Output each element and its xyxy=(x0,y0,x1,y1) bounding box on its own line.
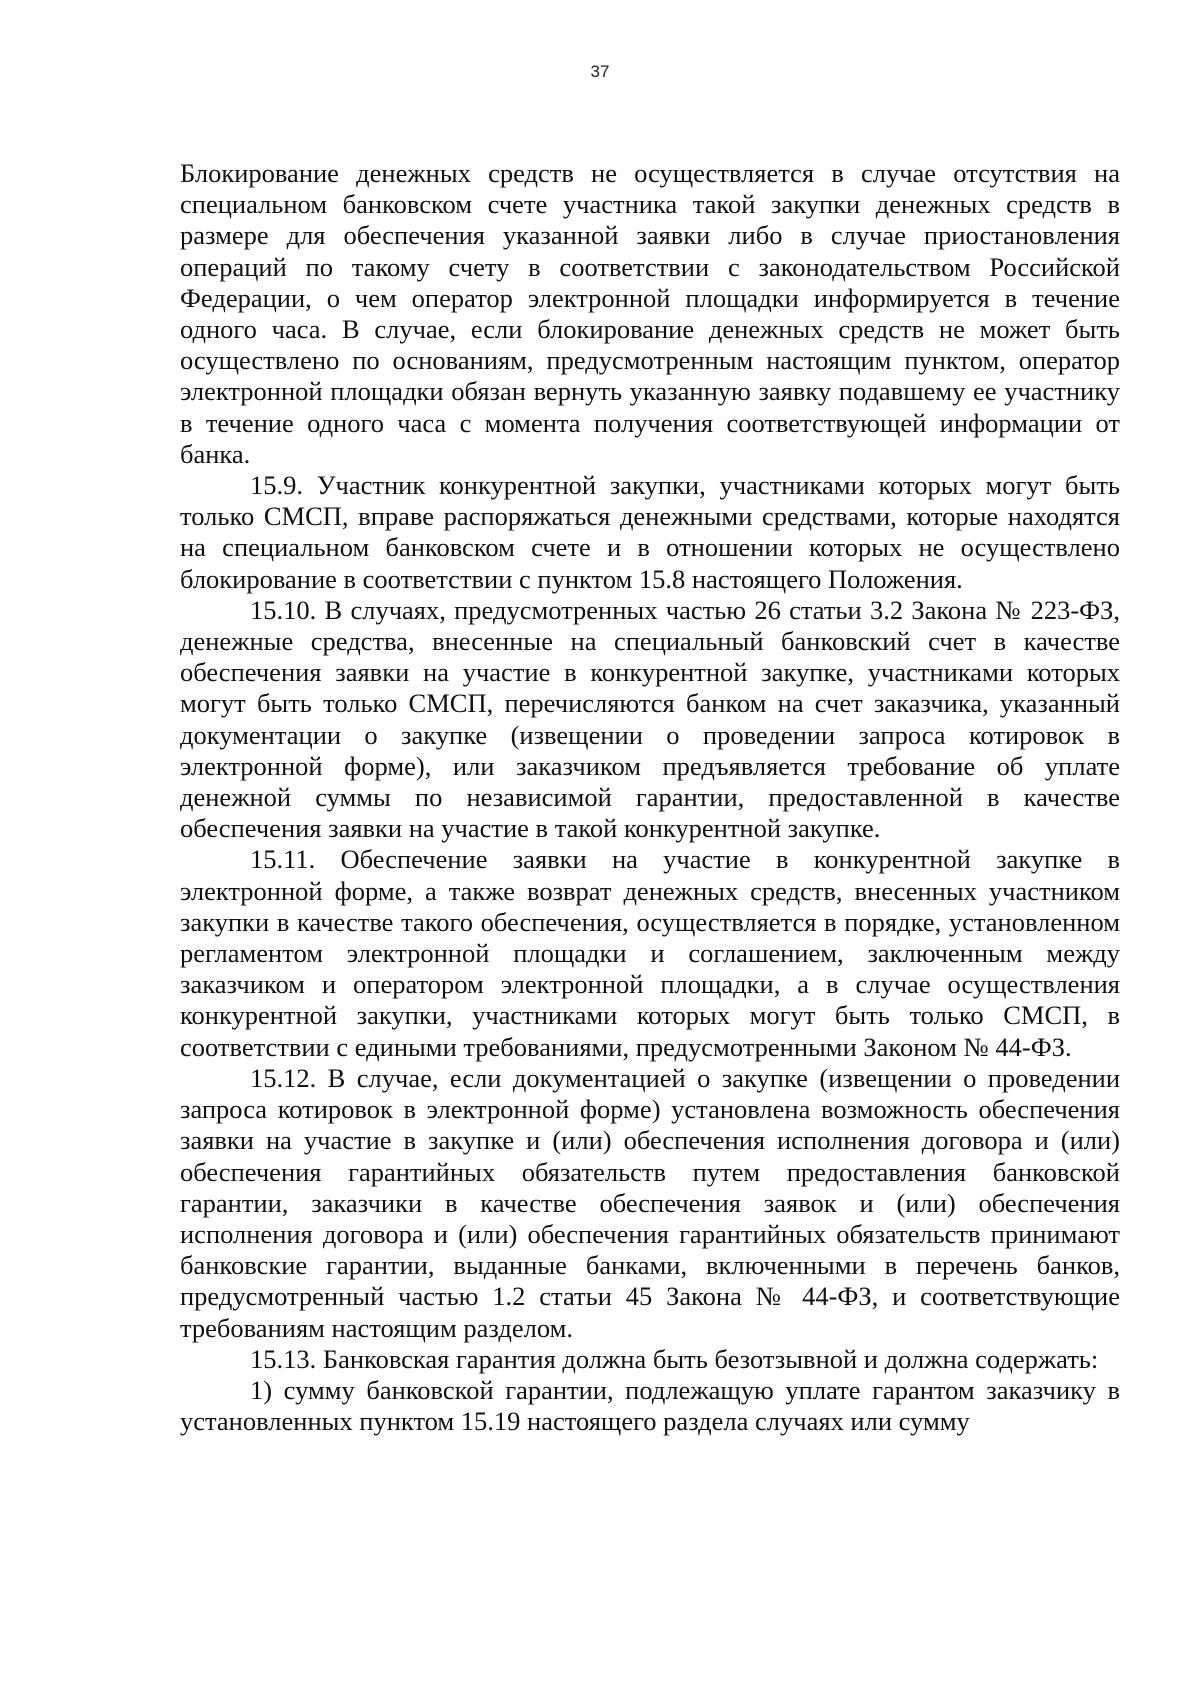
paragraph-blocking-funds: Блокирование денежных средств не осуществляется в случае отсутствия на специальном банковском счете участника такой закупки денежных средств в размере для обеспечения указанной заявки либо в случае приостановления операций по такому счету в соответствии с законодательством Российской Федерации, о чем оператор электронной площадки информируется в течение одного часа. В случае, если блокирование денежных средств не может быть осуществлено по основаниям, предусмотренным настоящим пунктом, оператор электронной площадки обязан вернуть указанную заявку подавшему ее участнику в течение одного часа с момента получения соответствующей информации от банка. xyxy=(180,158,1120,469)
paragraph-15-11: 15.11. Обеспечение заявки на участие в конкурентной закупке в электронной форме, а также возврат денежных средств, внесенных участником закупки в качестве такого обеспечения, осуществляется в порядке, установленном регламентом электронной площадки и соглашением, заключенным между заказчиком и оператором электронной площадки, а в случае осуществления конкурентной закупки, участниками которых могут быть только СМСП, в соответствии с едиными требованиями, предусмотренными Законом № 44-ФЗ. xyxy=(180,844,1120,1062)
paragraph-15-9: 15.9. Участник конкурентной закупки, участниками которых могут быть только СМСП, вправе распоряжаться денежными средствами, которые находятся на специальном банковском счете и в отношении которых не осуществлено блокирование в соответствии с пунктом 15.8 настоящего Положения. xyxy=(180,470,1120,594)
paragraph-list-item-1: 1) сумму банковской гарантии, подлежащую уплате гарантом заказчику в установленных пунктом 15.19 настоящего раздела случаях или сумму xyxy=(180,1374,1120,1437)
paragraph-15-12: 15.12. В случае, если документацией о закупке (извещении о проведении запроса котировок в электронной форме) установлена возможность обеспечения заявки на участие в закупке и (или) обеспечения исполнения договора и (или) обеспечения гарантийных обязательств путем предоставления банковской гарантии, заказчики в качестве обеспечения заявок и (или) обеспечения исполнения договора и (или) обеспечения гарантийных обязательств принимают банковские гарантии, выданные банками, включенными в перечень банков, предусмотренный частью 1.2 статьи 45 Закона № 44-ФЗ, и соответствующие требованиям настоящим разделом. xyxy=(180,1062,1120,1343)
paragraph-15-13: 15.13. Банковская гарантия должна быть безотзывной и должна содержать: xyxy=(250,1343,1099,1374)
document-body xyxy=(180,158,1120,1437)
paragraph-15-10: 15.10. В случаях, предусмотренных частью 26 статьи 3.2 Закона № 223-ФЗ, денежные средства, внесенные на специальный банковский счет в качестве обеспечения заявки на участие в конкурентной закупке, участниками которых могут быть только СМСП, перечисляются банком на счет заказчика, указанный документации о закупке (извещении о проведении запроса котировок в электронной форме), или заказчиком предъявляется требование об уплате денежной суммы по независимой гарантии, предоставленной в качестве обеспечения заявки на участие в такой конкурентной закупке. xyxy=(180,594,1120,844)
page-number: 37 xyxy=(590,62,610,81)
